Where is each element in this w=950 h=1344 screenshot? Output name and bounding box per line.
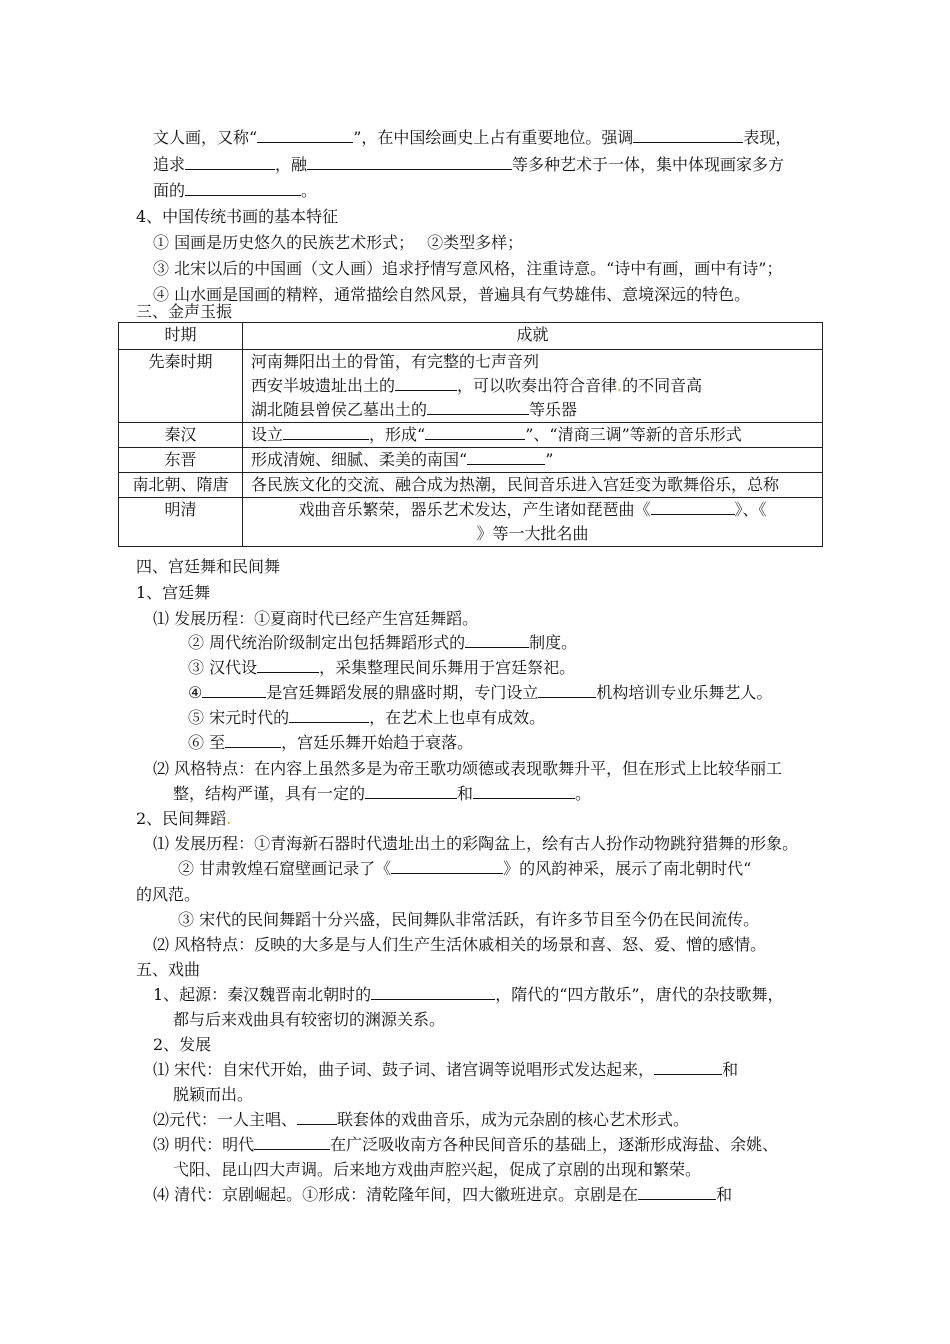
text: ”	[545, 450, 554, 469]
intro-line-1	[153, 128, 791, 148]
table-row	[119, 448, 823, 473]
court-dance-heading: 1、宫廷舞	[136, 583, 211, 602]
text: 制度。	[529, 633, 578, 652]
folk-line-5: ⑵ 风格特点：反映的大多是与人们生产生活休戚相关的场景和喜、怒、爱、憎的感情。	[153, 935, 767, 954]
opera-line-3	[153, 1035, 211, 1055]
text: 的不同音高	[622, 376, 703, 395]
folk-dance-heading	[136, 809, 231, 829]
period-cell: 东晋	[119, 448, 243, 473]
col-period-header: 时期	[119, 323, 243, 350]
blank[interactable]	[202, 683, 266, 698]
text: ”、“清商三调”等新的音乐形式	[525, 425, 742, 444]
blank[interactable]	[365, 784, 457, 799]
blank[interactable]	[307, 155, 512, 170]
blank[interactable]	[465, 633, 529, 648]
opera-line-6	[153, 1110, 689, 1130]
col-achievement-header: 成就	[243, 323, 823, 350]
blank[interactable]	[633, 128, 743, 143]
blank[interactable]	[638, 1185, 716, 1200]
achievement-line	[251, 498, 814, 522]
text: ⑤ 宋元时代的	[188, 708, 290, 727]
intro-text: ”，在中国绘画史上占有重要地位。强调	[353, 128, 634, 147]
court-line-7: ⑵ 风格特点：在内容上虽然多是为帝王歌功颂德或表现歌舞升平，但在形式上比较华丽工	[153, 759, 783, 778]
text: 整，结构严谨，具有一定的	[173, 784, 366, 803]
achievement-cell: 各民族文化的交流、融合成为热潮，民间音乐进入宫廷变为歌舞俗乐，总称	[243, 473, 823, 498]
text: 戏曲音乐繁荣，器乐艺术发达，产生诸如琵琶曲《	[298, 500, 651, 519]
text: 2、民间舞蹈	[136, 809, 227, 828]
achievement-line: 河南舞阳出土的骨笛，有完整的七声音列	[251, 352, 540, 371]
music-heading: 三、金声玉振	[136, 302, 233, 321]
court-line-2	[188, 633, 577, 653]
text: 2、发展	[153, 1035, 212, 1054]
period-cell: 先秦时期	[119, 350, 243, 423]
text: ④	[188, 683, 203, 702]
text: ，形成“	[369, 425, 426, 444]
blank[interactable]	[395, 376, 457, 391]
court-line-4	[188, 683, 772, 703]
opera-line-8: 弋阳、昆山四大声调。后来地方戏曲声腔兴起，促成了京剧的出现和繁荣。	[173, 1160, 702, 1179]
blank[interactable]	[371, 985, 495, 1000]
text: 1、起源：秦汉魏晋南北朝时的	[153, 985, 372, 1004]
text: ，隋代的“四方散乐”，唐代的杂技歌舞，	[495, 985, 784, 1004]
blank[interactable]	[654, 1060, 722, 1075]
dance-heading: 四、宫廷舞和民间舞	[136, 557, 281, 576]
table-header-row	[119, 323, 823, 350]
text: 西安半坡遗址出土的	[251, 376, 396, 395]
achievement-cell	[243, 423, 823, 448]
opera-line-1	[153, 985, 784, 1005]
text: ⑶ 明代：明代	[153, 1135, 255, 1154]
s4-heading: 4、中国传统书画的基本特征	[136, 207, 339, 226]
opera-line-4	[153, 1060, 738, 1080]
blank[interactable]	[538, 683, 596, 698]
blank[interactable]	[651, 500, 735, 515]
folk-line-4: ③ 宋代的民间舞蹈十分兴盛，民间舞队非常活跃，有许多节目至今仍在民间流传。	[178, 910, 760, 929]
text: ⑥ 至	[188, 733, 226, 752]
blank[interactable]	[467, 450, 545, 465]
blank[interactable]	[425, 425, 525, 440]
intro-text: 文人画，又称“	[153, 128, 258, 147]
court-line-3	[188, 658, 575, 678]
text: 。	[575, 784, 592, 803]
intro-text: ，融	[275, 155, 308, 174]
text: ⑴ 宋代：自宋代开始，曲子词、鼓子词、诸宫调等说唱形式发达起来，	[153, 1060, 655, 1079]
text: 设立	[251, 425, 284, 444]
text: ② 周代统治阶级制定出包括舞蹈形式的	[188, 633, 466, 652]
court-line-1: ⑴ 发展历程：①夏商时代已经产生宫廷舞蹈。	[153, 609, 479, 628]
blank[interactable]	[185, 181, 301, 196]
intro-text: 追求	[153, 155, 186, 174]
text: ，采集整理民间乐舞用于宫廷祭祀。	[319, 658, 576, 677]
text: ② 甘肃敦煌石窟壁画记录了《	[178, 859, 392, 878]
music-table	[118, 322, 823, 547]
blank[interactable]	[185, 155, 275, 170]
text: 和	[716, 1185, 733, 1204]
blank[interactable]	[473, 784, 575, 799]
blank[interactable]	[289, 708, 369, 723]
text: 和	[457, 784, 474, 803]
s4-point-2: ③ 北宋以后的中国画（文人画）追求抒情写意风格，注重诗意。“诗中有画，画中有诗”；	[153, 259, 783, 278]
blank[interactable]	[427, 400, 529, 415]
opera-line-2: 都与后来戏曲具有较密切的渊源关系。	[173, 1010, 446, 1029]
achievement-cell	[243, 350, 823, 423]
text: 和	[722, 1060, 739, 1079]
table-row	[119, 350, 823, 423]
opera-line-5: 脱颖而出。	[173, 1085, 254, 1104]
period-cell: 秦汉	[119, 423, 243, 448]
text: 等乐器	[529, 400, 578, 419]
dot-mark: .	[617, 376, 623, 395]
text: ③ 汉代设	[188, 658, 258, 677]
text: 》、《	[734, 500, 767, 519]
blank[interactable]	[391, 859, 503, 874]
s4-point-3: ④ 山水画是国画的精粹，通常描绘自然风景，普遍具有气势雄伟、意境深远的特色。	[153, 285, 751, 304]
intro-line-2	[153, 155, 784, 175]
blank[interactable]	[225, 733, 281, 748]
folk-line-3: 的风范。	[136, 885, 201, 904]
intro-text: 表现，	[743, 128, 792, 147]
achievement-cell	[243, 448, 823, 473]
blank[interactable]	[257, 128, 353, 143]
text: ⑷ 清代：京剧崛起。①形成：清乾隆年间，四大徽班进京。京剧是在	[153, 1185, 639, 1204]
folk-line-2	[178, 859, 751, 879]
table-row	[119, 423, 823, 448]
s4-point-1: ① 国画是历史悠久的民族艺术形式； ②类型多样；	[153, 233, 524, 252]
intro-text: 。	[301, 181, 318, 200]
text: 机构培训专业乐舞艺人。	[596, 683, 773, 702]
intro-text: 面的	[153, 181, 186, 200]
blank[interactable]	[257, 658, 319, 673]
blank[interactable]	[283, 425, 369, 440]
opera-heading: 五、戏曲	[136, 960, 201, 979]
achievement-line	[251, 374, 814, 398]
text: ，在艺术上也卓有成效。	[369, 708, 546, 727]
opera-line-7	[153, 1135, 778, 1155]
folk-line-1: ⑴ 发展历程：①青海新石器时代遗址出土的彩陶盆上，绘有古人扮作动物跳狩猎舞的形象。	[153, 834, 799, 853]
achievement-line: 》等一大批名曲	[476, 524, 589, 543]
table-row	[119, 498, 823, 547]
court-line-5	[188, 708, 545, 728]
table-row	[119, 473, 823, 498]
text: ，宫廷乐舞开始趋于衰落。	[281, 733, 474, 752]
blank[interactable]	[254, 1135, 330, 1150]
court-line-6	[188, 733, 473, 753]
text: 形成清婉、细腻、柔美的南国“	[251, 450, 468, 469]
intro-text: 等多种艺术于一体，集中体现画家多方	[512, 155, 785, 174]
blank[interactable]	[297, 1110, 337, 1125]
period-cell: 南北朝、隋唐	[119, 473, 243, 498]
achievement-line	[251, 398, 814, 422]
opera-line-9	[153, 1185, 732, 1205]
text: ⑵元代：一人主唱、	[153, 1110, 298, 1129]
dot-mark: .	[226, 809, 232, 828]
text: ，可以吹奏出符合音律	[457, 376, 618, 395]
text: 在广泛吸收南方各种民间音乐的基础上，逐渐形成海盐、余姚、	[330, 1135, 779, 1154]
text: 》的风韵神采，展示了南北朝时代“	[503, 859, 752, 878]
text: 是宫廷舞蹈发展的鼎盛时期，专门设立	[266, 683, 539, 702]
achievement-cell	[243, 498, 823, 547]
text: 湖北随县曾侯乙墓出土的	[251, 400, 428, 419]
period-cell: 明清	[119, 498, 243, 547]
text: 联套体的戏曲音乐，成为元杂剧的核心艺术形式。	[337, 1110, 690, 1129]
court-line-8	[173, 784, 591, 804]
intro-line-3	[153, 181, 317, 201]
